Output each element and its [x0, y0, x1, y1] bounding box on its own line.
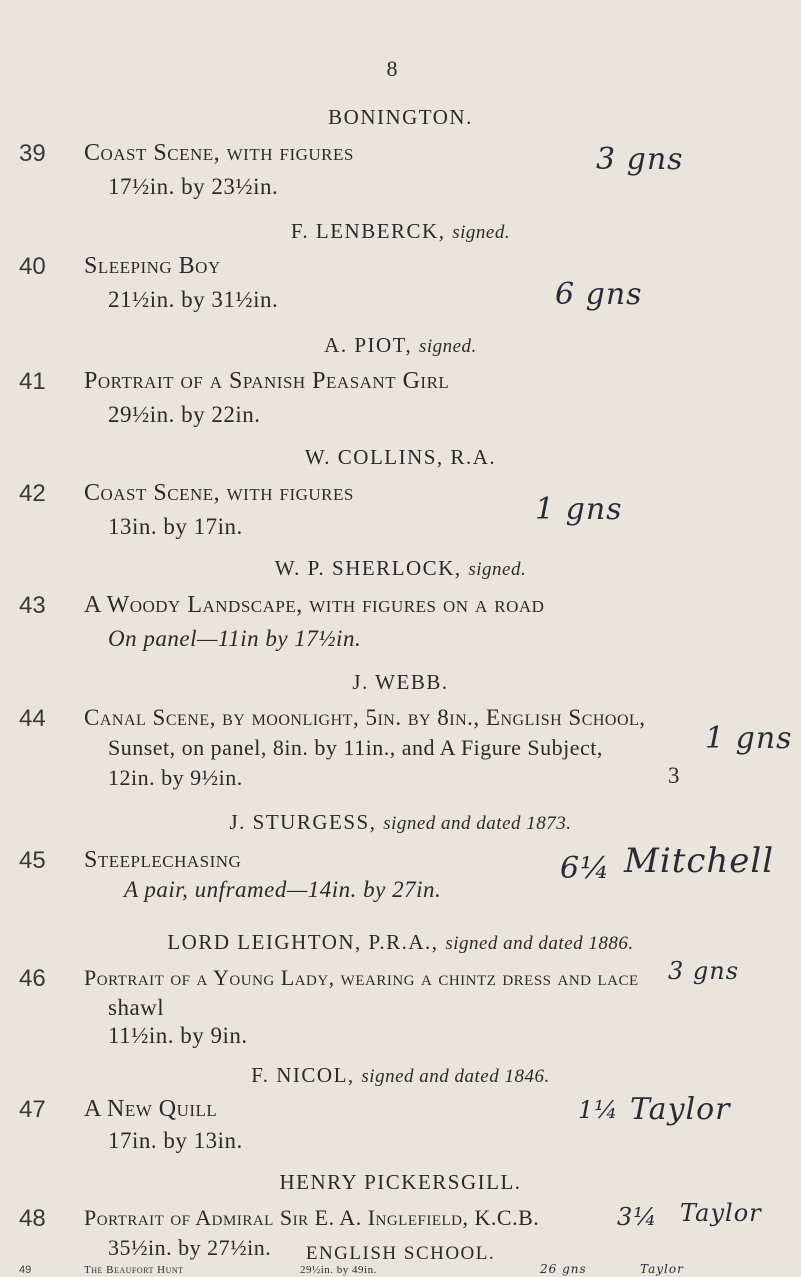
lot-title: Portrait of a Young Lady, wearing a chintz dress and lace: [84, 965, 639, 990]
lot-title: Steeplechasing: [84, 847, 242, 873]
lot-dimensions: 35½in. by 27½in.: [108, 1235, 272, 1260]
handwritten-price: 6¼: [560, 851, 611, 886]
artist-heading: J. STURGESS, signed and dated 1873.: [229, 810, 572, 834]
lot-number: 44: [19, 705, 46, 732]
lot-title: The Beaufort Hunt: [84, 1264, 184, 1276]
lot-dimensions: 12in. by 9½in.: [108, 765, 243, 790]
lot-number: 42: [19, 480, 46, 507]
handwritten-price: 1¼: [578, 1096, 619, 1124]
handwritten-price: 1 gns: [535, 492, 623, 527]
lot-count: 3: [668, 763, 680, 788]
lot-number: 45: [19, 847, 46, 874]
artist-heading: BONINGTON.: [328, 105, 473, 129]
artist-heading: F. NICOL, signed and dated 1846.: [251, 1063, 550, 1087]
lot-number: 40: [19, 253, 46, 280]
handwritten-price: 3 gns: [596, 142, 684, 177]
lot-title: Sleeping Boy: [84, 253, 221, 279]
lot-title: Coast Scene, with figures: [84, 480, 354, 506]
handwritten-price: 3¼: [617, 1203, 658, 1231]
handwritten-buyer: Taylor: [640, 1262, 684, 1276]
handwritten-price: 26 gns: [540, 1262, 587, 1276]
lot-number: 49: [19, 1264, 32, 1276]
lot-number: 43: [19, 592, 46, 619]
artist-heading: W. COLLINS, R.A.: [304, 445, 497, 469]
lot-dimensions: 17½in. by 23½in.: [108, 174, 279, 199]
artist-heading: W. P. SHERLOCK, signed.: [274, 556, 527, 580]
artist-heading: A. PIOT, signed.: [324, 333, 477, 357]
handwritten-buyer: Taylor: [680, 1199, 762, 1227]
lot-number: 48: [19, 1205, 46, 1232]
lot-number: 39: [19, 140, 46, 167]
lot-dimensions: On panel—11in by 17½in.: [108, 626, 362, 651]
lot-number: 41: [19, 368, 46, 395]
lot-description-line: Sunset, on panel, 8in. by 11in., and A Figure Subject,: [108, 735, 603, 760]
lot-dimensions: 11½in. by 9in.: [108, 1023, 248, 1048]
lot-dimensions: 29½in. by 49in.: [300, 1264, 377, 1276]
lot-title: Portrait of Admiral Sir E. A. Inglefield, K.C.B.: [84, 1205, 540, 1230]
handwritten-price: 1 gns: [705, 721, 793, 756]
lot-title: A New Quill: [84, 1096, 218, 1122]
artist-heading: LORD LEIGHTON, P.R.A., signed and dated 1886.: [167, 930, 634, 954]
lot-title: Coast Scene, with figures: [84, 140, 354, 166]
handwritten-price: 6 gns: [555, 277, 643, 312]
lot-description-line: shawl: [108, 995, 165, 1020]
artist-heading: ENGLISH SCHOOL.: [305, 1243, 496, 1264]
lot-title: Canal Scene, by moonlight, 5in. by 8in., English School,: [84, 705, 646, 730]
artist-heading: HENRY PICKERSGILL.: [279, 1170, 522, 1194]
handwritten-price: 3 gns: [668, 957, 740, 985]
lot-dimensions: 17in. by 13in.: [108, 1128, 243, 1153]
lot-number: 46: [19, 965, 46, 992]
handwritten-buyer: Mitchell: [624, 841, 775, 881]
lot-dimensions: 29½in. by 22in.: [108, 402, 261, 427]
artist-heading: J. WEBB.: [352, 670, 449, 694]
lot-dimensions: A pair, unframed—14in. by 27in.: [124, 877, 442, 902]
lot-number: 47: [19, 1096, 46, 1123]
artist-heading: F. LENBERCK, signed.: [290, 219, 511, 243]
lot-dimensions: 21½in. by 31½in.: [108, 287, 279, 312]
page-number: 8: [386, 56, 398, 81]
lot-title: A Woody Landscape, with figures on a road: [84, 592, 545, 618]
lot-title: Portrait of a Spanish Peasant Girl: [84, 368, 450, 394]
handwritten-buyer: Taylor: [630, 1092, 731, 1127]
lot-dimensions: 13in. by 17in.: [108, 514, 243, 539]
